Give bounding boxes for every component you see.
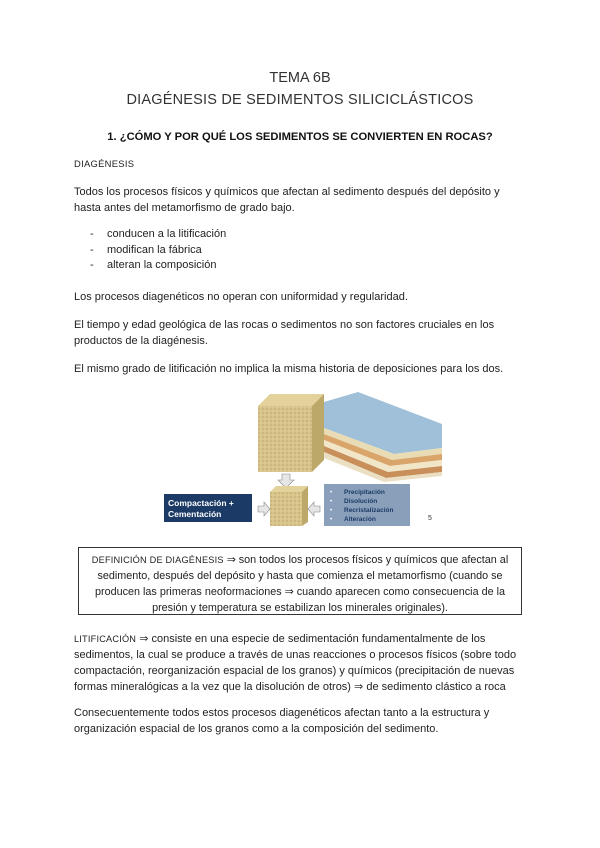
list-item	[90, 259, 216, 271]
definition-line-1: DEFINICIÓN DE DIAGÉNESIS ⇒ son todos los procesos físicos y químicos que afectan al	[91, 554, 509, 566]
bullet-dash: -	[90, 228, 94, 240]
list-item-text: alteran la composición	[107, 259, 217, 271]
section-heading: 1. ¿CÓMO Y POR QUÉ LOS SEDIMENTOS SE CONVIERTEN EN ROCAS?	[107, 131, 493, 143]
arrow-icon: ⇒	[284, 586, 294, 598]
bullet-icon: •	[330, 516, 333, 523]
diagram-illustration	[162, 388, 442, 526]
conclusion-line-2: organización espacial de los granos como a la composición del sedimento.	[74, 723, 439, 735]
list-item	[90, 244, 202, 256]
process-item: Disolución	[344, 498, 378, 505]
conclusion-paragraph	[74, 705, 534, 737]
intro-paragraph	[74, 184, 534, 216]
compaction-label-line1: Compactación +	[168, 498, 234, 508]
arrow-icon: ⇒	[226, 554, 236, 566]
arrow-icon: ⇒	[354, 681, 364, 693]
page-title: TEMA 6B	[269, 70, 331, 86]
definition-line-4: presión y temperatura se estabilizan los minerales originales).	[152, 602, 448, 614]
definition-line-2: sedimento, después del depósito y hasta que comienza el metamorfismo (cuando se	[97, 570, 503, 582]
intro-line-2: hasta antes del metamorfismo de grado bajo.	[74, 202, 295, 214]
list-item-text: conducen a la litificación	[107, 228, 227, 240]
compacted-block	[270, 492, 302, 526]
conclusion-line-1: Consecuentemente todos estos procesos diagenéticos afectan tanto a la estructura y	[74, 707, 490, 719]
definition-line-3: producen las primeras neoformaciones ⇒ cuando aparecen como consecuencia de la	[95, 586, 505, 598]
compaction-label-line2: Cementación	[168, 509, 222, 519]
diagenesis-diagram	[162, 388, 442, 526]
process-item: Precipitación	[344, 489, 385, 496]
paragraph-uniformity: Los procesos diagenéticos no operan con uniformidad y regularidad.	[74, 291, 408, 303]
arrow-right-icon	[258, 502, 270, 516]
page-subtitle: DIAGÉNESIS DE SEDIMENTOS SILICICLÁSTICOS	[126, 92, 474, 108]
paragraph-litification-grade: El mismo grado de litificación no implica la misma historia de deposiciones para los dos.	[74, 363, 504, 375]
bullet-icon: •	[330, 489, 333, 496]
litificacion-line-3: compactación, reorganización espacial de los granos) y químicos (precipitación de nuevas	[74, 665, 515, 677]
process-item: Recristalización	[344, 507, 394, 514]
definition-term: DEFINICIÓN DE DIAGÉNESIS	[91, 555, 224, 565]
litificacion-term: LITIFICACIÓN	[74, 634, 137, 644]
arrow-down-icon	[278, 474, 294, 488]
intro-line-1: Todos los procesos físicos y químicos que afectan al sedimento después del depósito y	[74, 186, 500, 198]
bullet-dash: -	[90, 244, 94, 256]
litificacion-line-1: LITIFICACIÓN ⇒ consiste en una especie de sedimentación fundamentalmente de los	[74, 633, 486, 645]
block-side	[312, 394, 324, 472]
sand-block	[258, 406, 312, 472]
bullet-icon: •	[330, 507, 333, 514]
bullet-icon: •	[330, 498, 333, 505]
litificacion-line-4: formas mineralógicas a la vez que la disolución de otros) ⇒ de sedimento clástico a roca	[74, 681, 506, 693]
list-item	[90, 228, 226, 240]
list-item-text: modifican la fábrica	[107, 244, 202, 256]
litificacion-line-2: sedimentos, la cual se produce a través de unas reacciones o procesos físicos (sobre todo	[74, 649, 517, 661]
litificacion-paragraph	[74, 631, 544, 695]
paragraph-time	[74, 317, 534, 349]
time-line-1: El tiempo y edad geológica de las rocas o sedimentos no son factores cruciales en los	[74, 319, 495, 331]
bullet-dash: -	[90, 259, 94, 271]
process-item: Alteración	[344, 516, 376, 523]
definition-box	[78, 547, 522, 615]
arrow-icon: ⇒	[139, 633, 149, 645]
time-line-2: productos de la diagénesis.	[74, 335, 208, 347]
figure-page-mark: 5	[428, 515, 432, 522]
arrow-left-icon	[308, 502, 320, 516]
subheading-diagenesis: DIAGÉNESIS	[74, 158, 135, 169]
